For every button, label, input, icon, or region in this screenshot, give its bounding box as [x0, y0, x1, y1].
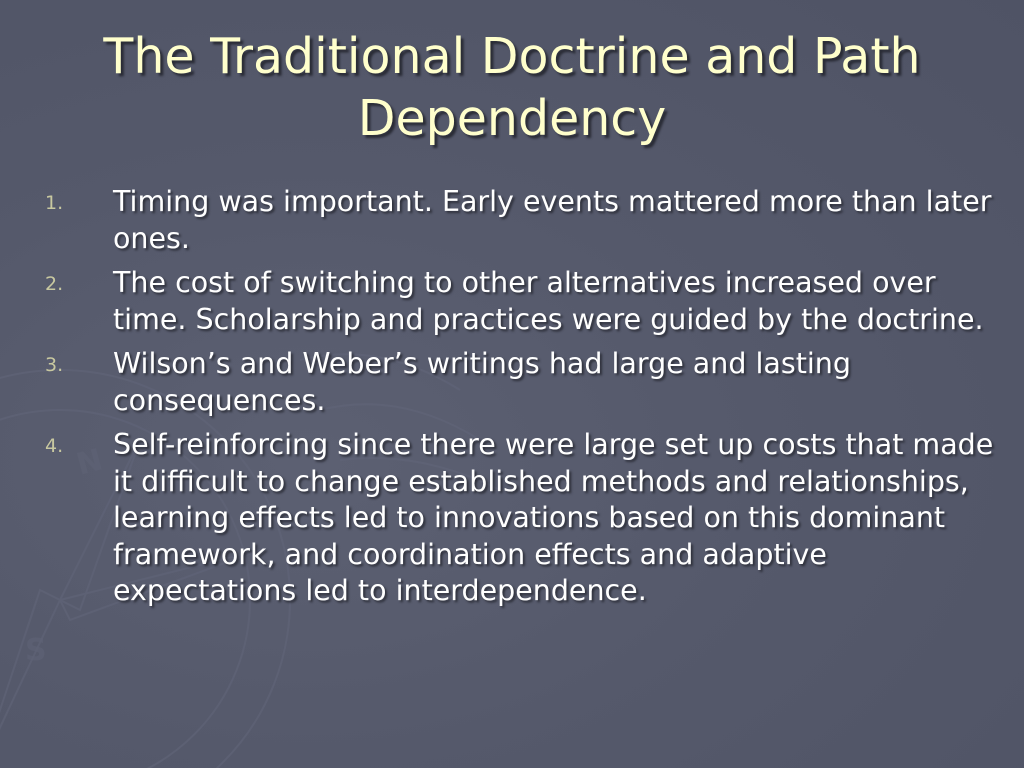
title-line-1: The Traditional Doctrine and Path: [103, 28, 921, 85]
numbered-list: [0, 184, 1000, 618]
list-item-number: 3.: [45, 354, 64, 376]
list-item: [0, 265, 1000, 338]
svg-text:S: S: [25, 633, 47, 668]
svg-text:N: N: [73, 442, 107, 483]
title-line-2: Dependency: [357, 90, 667, 147]
list-item: [0, 184, 1000, 257]
list-item-number: 2.: [45, 273, 64, 295]
list-item: [0, 427, 1000, 610]
list-item-text: The cost of switching to other alternatives increased over time. Scholarship and practices were guided by the doctrine.: [113, 266, 984, 336]
slide-title: [0, 26, 1024, 150]
list-item-number: 4.: [45, 435, 64, 457]
list-item-number: 1.: [45, 192, 64, 214]
list-item-text: Timing was important. Early events mattered more than later ones.: [113, 185, 992, 255]
list-item-text: Self-reinforcing since there were large set up costs that made it difficult to change established methods and relationships, learning effects led to innovations based on this dominant framework, and coordination effects and adaptive expectations led to interdependence.: [113, 428, 994, 607]
list-item-text: Wilson’s and Weber’s writings had large and lasting consequences.: [113, 347, 851, 417]
list-item: [0, 346, 1000, 419]
